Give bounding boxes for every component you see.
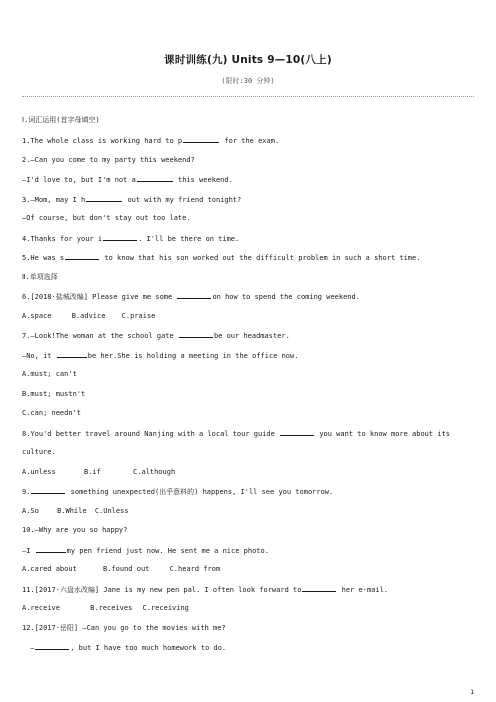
option-a[interactable]: A.receive	[22, 604, 60, 612]
question-9: 9. something unexpected(出乎意料的) happens, I'll see you tomorrow.	[22, 488, 334, 496]
question-8-options	[22, 467, 474, 477]
option-c[interactable]: C.although	[133, 468, 176, 476]
question-8: 8.You'd better travel around Nanjing with a local tour guide you want to know more about its	[22, 430, 450, 438]
answer-blank[interactable]	[65, 252, 99, 260]
option-b[interactable]: B.if	[83, 468, 101, 476]
option-a[interactable]: A.space	[22, 312, 52, 320]
question-6-options	[22, 311, 474, 321]
question-8-continued: culture.	[22, 448, 56, 456]
answer-blank[interactable]	[177, 291, 211, 299]
page-number: 1	[470, 688, 474, 696]
question-12-response: — , but I have too much homework to do.	[30, 644, 227, 652]
option-c[interactable]: C.can; needn't	[22, 409, 82, 417]
option-b[interactable]: B.must; mustn't	[22, 390, 86, 398]
question-3-prompt: 3.—Mom, may I h out with my friend tonight?	[22, 196, 242, 204]
question-5: 5.He was s to know that his son worked out the difficult problem in such a short time.	[22, 254, 421, 262]
option-a[interactable]: A.cared about	[22, 565, 77, 573]
question-12-prompt: 12.[2017·岳阳] —Can you go to the movies with me?	[22, 624, 226, 632]
option-b[interactable]: B.found out	[103, 565, 150, 573]
section-heading-vocabulary: Ⅰ.词汇运用(首字母填空)	[22, 116, 100, 124]
option-c[interactable]: C.receiving	[142, 604, 189, 612]
question-3-response: —Of course, but don't stay out too late.	[22, 214, 191, 222]
answer-blank[interactable]	[183, 135, 219, 143]
answer-blank[interactable]	[35, 642, 69, 650]
question-1: 1.The whole class is working hard to p for the exam.	[22, 137, 280, 145]
question-7-prompt: 7.—Look!The woman at the school gate be our headmaster.	[22, 332, 290, 340]
option-c[interactable]: C.praise	[121, 312, 156, 320]
option-b[interactable]: B.advice	[71, 312, 106, 320]
time-limit: (限时:30 分钟)	[221, 77, 275, 85]
answer-blank[interactable]	[86, 194, 122, 202]
question-10-options	[22, 564, 474, 574]
divider	[22, 96, 474, 97]
question-2-prompt: 2.—Can you come to my party this weekend?	[22, 156, 195, 164]
option-c[interactable]: C.heard from	[169, 565, 221, 573]
question-6: 6.[2018·盐城改编] Please give me some on how to spend the coming weekend.	[22, 293, 360, 301]
question-10-prompt: 10.—Why are you so happy?	[22, 526, 128, 534]
answer-blank[interactable]	[103, 233, 137, 241]
option-b[interactable]: B.While	[57, 507, 87, 515]
option-a[interactable]: A.must; can't	[22, 370, 77, 378]
answer-blank[interactable]	[57, 350, 87, 358]
answer-blank[interactable]	[179, 330, 213, 338]
option-c[interactable]: C.Unless	[94, 507, 129, 515]
question-9-options	[22, 506, 474, 516]
answer-blank[interactable]	[302, 584, 336, 592]
question-7-response: —No, it be her.She is holding a meeting in the office now.	[22, 352, 299, 360]
answer-blank[interactable]	[36, 545, 66, 553]
question-10-response: —I my pen friend just now. He sent me a nice photo.	[22, 547, 269, 555]
page-title: 课时训练(九) Units 9—10(八上)	[164, 54, 332, 66]
answer-blank[interactable]	[137, 174, 173, 182]
question-4: 4.Thanks for your i . I'll be there on time.	[22, 235, 240, 243]
option-a[interactable]: A.unless	[22, 468, 56, 476]
question-2-response: —I'd love to, but I'm not a this weekend.	[22, 176, 233, 184]
answer-blank[interactable]	[31, 486, 65, 494]
option-a[interactable]: A.So	[22, 507, 39, 515]
section-heading-multiple-choice: Ⅱ.单项选择	[22, 273, 58, 281]
question-11-options	[22, 603, 474, 613]
question-11: 11.[2017·六盘水改编] Jane is my new pen pal. I often look forward to her e-mail.	[22, 586, 389, 594]
option-b[interactable]: B.receives	[90, 604, 133, 612]
answer-blank[interactable]	[280, 428, 314, 436]
